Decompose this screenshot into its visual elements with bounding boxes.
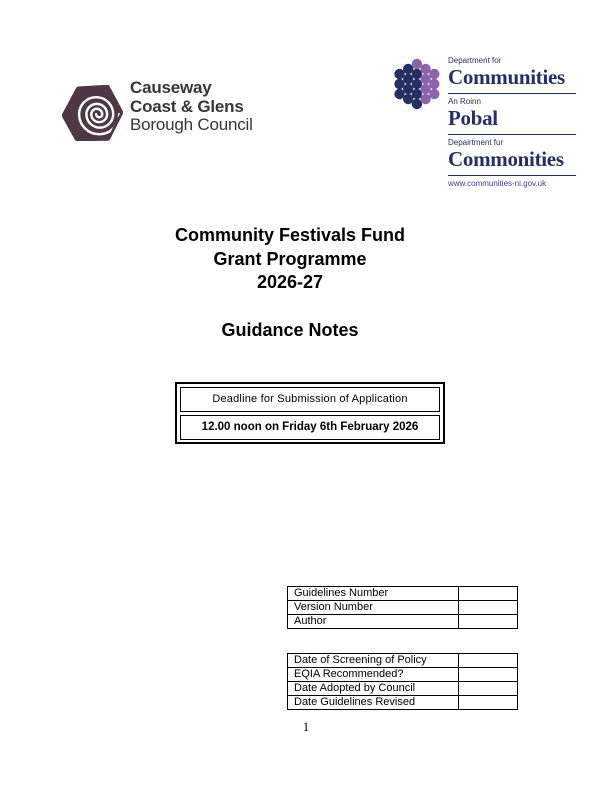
document-title-block <box>0 224 580 342</box>
deadline-value: 12.00 noon on Friday 6th February 2026 <box>180 415 440 440</box>
page-number: 1 <box>302 720 310 734</box>
dfc-logo-text <box>448 56 576 188</box>
version-number-label: Version Number <box>288 601 459 615</box>
dates-meta-table <box>287 653 518 710</box>
table-row <box>288 587 518 601</box>
revised-date-label: Date Guidelines Revised <box>288 696 459 710</box>
table-row <box>288 696 518 710</box>
deadline-header: Deadline for Submission of Application <box>180 387 440 412</box>
spiral-hexagon-icon <box>62 85 123 141</box>
title-line-3: 2026-27 <box>256 272 324 292</box>
dfc-divider <box>448 175 576 176</box>
guidelines-number-value <box>458 587 517 601</box>
causeway-hexagon-circles-icon <box>393 58 443 110</box>
ccg-name-line2: Coast & Glens <box>130 96 244 116</box>
guidelines-meta-table <box>287 586 518 629</box>
table-row <box>288 682 518 696</box>
guidelines-number-label: Guidelines Number <box>288 587 459 601</box>
revised-date-value <box>459 696 518 710</box>
table-row <box>288 601 518 615</box>
dfc-ulster-scots-name: Commonities <box>448 147 564 171</box>
ccg-name-line1: Causeway <box>130 78 212 97</box>
document-subtitle: Guidance Notes <box>221 319 359 340</box>
adopted-date-value <box>459 682 518 696</box>
dfc-website-url: www.communities-ni.gov.uk <box>448 179 547 188</box>
dfc-divider <box>448 134 576 135</box>
table-row <box>288 668 518 682</box>
dfc-english-name: Communities <box>448 65 565 89</box>
author-value <box>458 615 517 629</box>
ccg-name-line3: Borough Council <box>130 115 253 134</box>
dfc-irish-name: Pobal <box>448 106 498 130</box>
title-line-2: Grant Programme <box>213 248 367 269</box>
ccg-council-logo <box>62 79 253 141</box>
version-number-value <box>458 601 517 615</box>
deadline-box <box>175 382 445 444</box>
eqia-recommended-value <box>459 668 518 682</box>
adopted-date-label: Date Adopted by Council <box>288 682 459 696</box>
dfc-divider <box>448 93 576 94</box>
ccg-logo-text <box>130 79 253 135</box>
dfc-ulster-scots-label: Depairtment fur <box>448 138 504 147</box>
title-line-1: Community Festivals Fund <box>174 225 406 245</box>
screening-date-value <box>459 654 518 668</box>
author-label: Author <box>288 615 459 629</box>
table-row <box>288 654 518 668</box>
table-row <box>288 615 518 629</box>
dfc-irish-label: An Roinn <box>448 97 481 106</box>
dfc-english-label: Department for <box>448 56 502 65</box>
screening-date-label: Date of Screening of Policy <box>288 654 459 668</box>
eqia-recommended-label: EQIA Recommended? <box>288 668 459 682</box>
